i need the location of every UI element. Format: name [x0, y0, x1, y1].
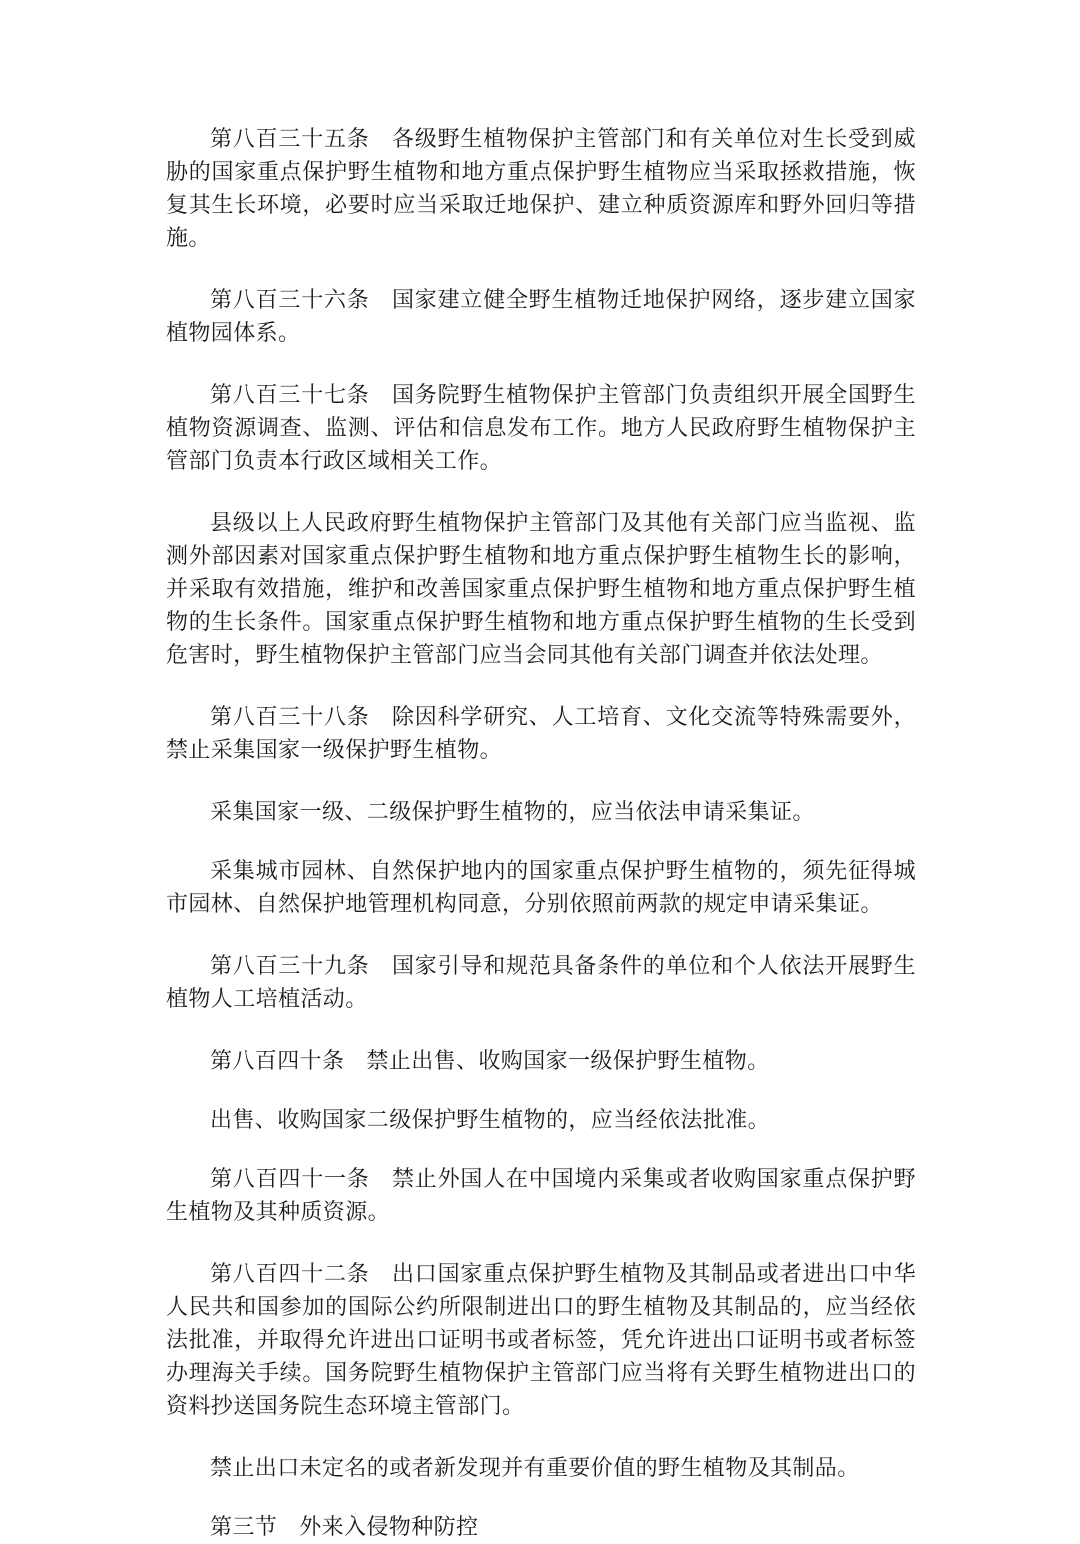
article-text: 各级野生植物保护主管部门和有关单位对生长受到威胁的国家重点保护野生植物和地方重点保护野生植物应当采取拯救措施，恢复其生长环境，必要时应当采取迁地保护、建立种质资源库和野外回归等措施。 [166, 127, 916, 251]
article-837-para-2 [166, 507, 916, 672]
article-number: 第八百三十五条 [210, 127, 370, 152]
paragraph-text: 县级以上人民政府野生植物保护主管部门及其他有关部门应当监视、监测外部因素对国家重点保护野生植物和地方重点保护野生植物生长的影响，并采取有效措施，维护和改善国家重点保护野生植物和地方重点保护野生植物的生长条件。国家重点保护野生植物和地方重点保护野生植物的生长受到危害时，野生植物保护主管部门应当会同其他有关部门调查并依法处理。 [166, 511, 916, 668]
paragraph-text: 禁止出口未定名的或者新发现并有重要价值的野生植物及其制品。 [210, 1456, 860, 1481]
article-number: 第八百三十六条 [210, 288, 370, 313]
article-835 [166, 123, 916, 255]
article-842-para-2 [166, 1452, 916, 1485]
section-title: 外来入侵物种防控 [299, 1515, 479, 1540]
section-heading [166, 1511, 916, 1544]
article-number: 第八百三十七条 [210, 383, 370, 408]
article-text: 出口国家重点保护野生植物及其制品或者进出口中华人民共和国参加的国际公约所限制进出口的野生植物及其制品的，应当经依法批准，并取得允许进出口证明书或者标签，凭允许进出口证明书或者标签办理海关手续。国务院野生植物保护主管部门应当将有关野生植物进出口的资料抄送国务院生态环境主管部门。 [166, 1262, 916, 1419]
paragraph-text: 出售、收购国家二级保护野生植物的，应当经依法批准。 [210, 1108, 771, 1133]
article-number: 第八百四十二条 [210, 1262, 370, 1287]
section-label: 第三节 [210, 1515, 278, 1540]
paragraph-text: 采集城市园林、自然保护地内的国家重点保护野生植物的，须先征得城市园林、自然保护地管理机构同意，分别依照前两款的规定申请采集证。 [166, 859, 916, 917]
article-839 [166, 950, 916, 1016]
article-number: 第八百三十九条 [210, 954, 370, 979]
article-837 [166, 379, 916, 478]
article-838-para-2 [166, 796, 916, 829]
article-840 [166, 1045, 916, 1078]
article-number: 第八百四十一条 [210, 1167, 370, 1192]
article-number: 第八百三十八条 [210, 705, 370, 730]
article-text: 国家引导和规范具备条件的单位和个人依法开展野生植物人工培植活动。 [166, 954, 916, 1012]
article-836 [166, 284, 916, 350]
article-text: 国家建立健全野生植物迁地保护网络，逐步建立国家植物园体系。 [166, 288, 916, 346]
article-838-para-3 [166, 855, 916, 921]
article-text: 禁止出售、收购国家一级保护野生植物。 [366, 1049, 770, 1074]
article-840-para-2 [166, 1104, 916, 1137]
article-841 [166, 1163, 916, 1229]
article-838 [166, 701, 916, 767]
article-text: 禁止外国人在中国境内采集或者收购国家重点保护野生植物及其种质资源。 [166, 1167, 916, 1225]
document-page [166, 123, 916, 1544]
article-number: 第八百四十条 [210, 1049, 345, 1074]
article-text: 除因科学研究、人工培育、文化交流等特殊需要外，禁止采集国家一级保护野生植物。 [166, 705, 916, 763]
paragraph-text: 采集国家一级、二级保护野生植物的，应当依法申请采集证。 [210, 800, 815, 825]
article-842 [166, 1258, 916, 1423]
article-text: 国务院野生植物保护主管部门负责组织开展全国野生植物资源调查、监测、评估和信息发布工作。地方人民政府野生植物保护主管部门负责本行政区域相关工作。 [166, 383, 916, 474]
